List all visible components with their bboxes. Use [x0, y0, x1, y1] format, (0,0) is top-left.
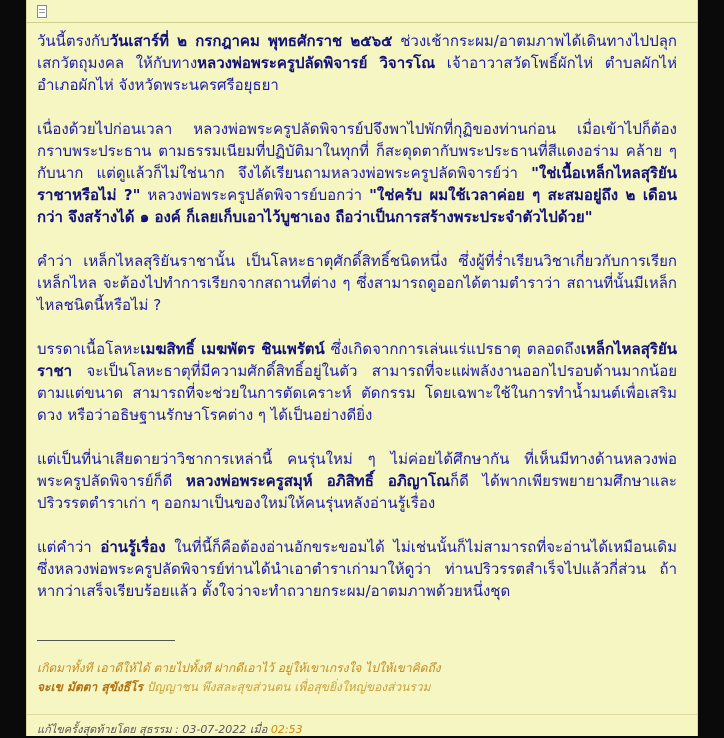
signature-name: จะเข มัตตา สุขังธีโร — [37, 680, 143, 694]
signature-divider — [37, 640, 175, 641]
monk-name-highlight-2: หลวงพ่อพระครูสมุห์ อภิสิทธิ์ อภิญาโณ — [185, 472, 450, 490]
paragraph-6: แต่คำว่า อ่านรู้เรื่อง ในที่นี้ก็คือต้องอ่านอักขระขอมได้ ไม่เช่นนั้นก็ไม่สามารถที่จะอ่านได้เหมือนเดิม ซึ่งหลวงพ่อพระครูปลัดพิจารย์ท่านได้นำเอาตำราเก่ามาให้ดูว่า ท่านปริวรรตสำเร็จไปแล้วกี่ส่วน ถ้าหากว่าเสร็จเรียบร้อยแล้ว ตั้งใจว่าจะทำถวายกระผม/อาตมภาพด้วยหนึ่งชุด — [37, 538, 678, 600]
metal-names-highlight: เมฆสิทธิ์ เมฆพัตร ชินเพรัตน์ — [140, 340, 325, 358]
iron-name-highlight: เหล็กไหลสุริยันราชา — [37, 340, 677, 380]
date-highlight: วันเสาร์ที่ ๒ กรกฎาคม พุทธศักราช ๒๕๖๕ — [109, 32, 393, 50]
paragraph-3: คำว่า เหล็กไหลสุริยันราชานั้น เป็นโลหะธาตุศักดิ์สิทธิ์ชนิดหนึ่ง ซึ่งผู้ที่ร่ำเรียนวิชาเกี่ยวกับการเรียกเหล็กไหล จะต้องไปทำการเรียกจากสถานที่ต่าง ๆ ซึ่งสามารถดูออกได้ตามตำราว่า สถานที่นั้นมีเหล็กไหลชนิดนี้หรือไม่ ? — [37, 252, 677, 314]
question-quote: "ใช่เนื้อเหล็กไหลสุริยันราชาหรือไม่ ?" — [37, 164, 677, 204]
paragraph-2: เนื่องด้วยไปก่อนเวลา หลวงพ่อพระครูปลัดพิจารย์ปจึงพาไปพักที่กุฏิของท่านก่อน เมื่อเข้าไปก็ต้องกราบพระประธาน ตามธรรมเนียมที่ปฏิบัติมาในทุกที่ ก็สะดุดตากับพระประธานที่สีแดงอร่าม คล้าย ๆ กับนาก แต่ดูแล้วก็ไม่ใช่นาก จึงได้เรียนถามหลวงพ่อพระครูปลัดพิจารย์ว่า "ใช่เนื้อเหล็กไหลสุริยันราชาหรือไม่ ?" หลวงพ่อพระครูปลัดพิจารย์บอกว่า "ใช่ครับ ผมใช้เวลาค่อย ๆ สะสมอยู่ถึง ๒ เดือนกว่า จึงสร้างได้ ๑ องค์ ก็เลยเก็บเอาไว้บูชาเอง ถือว่าเป็นการสร้างพระประจำตัวไปด้วย" — [37, 120, 677, 226]
post-container — [26, 0, 698, 736]
paragraph-1: วันนี้ตรงกับวันเสาร์ที่ ๒ กรกฎาคม พุทธศักราช ๒๕๖๕ ช่วงเช้ากระผม/อาตมภาพได้เดินทางไปปลุกเสกวัตถุมงคล ให้กับทางหลวงพ่อพระครูปลัดพิจารย์ วิจารโณ เจ้าอาวาสวัดโพธิ์ผักไห่ ตำบลผักไห่ อำเภอผักไห่ จังหวัดพระนครศรีอยุธยา — [37, 32, 677, 94]
signature-line-2: จะเข มัตตา สุขังธีโร ปัญญาชน พึงสละสุขส่วนตน เพื่อสุขยิ่งใหญ่ของส่วนรวม — [37, 680, 431, 694]
signature — [37, 659, 677, 697]
paragraph-4: บรรดาเนื้อโลหะเมฆสิทธิ์ เมฆพัตร ชินเพรัตน์ ซึ่งเกิดจากการเล่นแร่แปรธาตุ ตลอดถึงเหล็กไหลสุริยันราชา จะเป็นโลหะธาตุที่มีความศักดิ์สิทธิ์อยู่ในตัว สามารถที่จะแผ่พลังงานออกไปรอบด้านมากน้อยตามแต่ขนาด สามารถที่จะช่วยในการตัดเคราะห์ ตัดกรรม โดยเฉพาะใช้ในการทำน้ำมนต์เพื่อเสริมดวง หรือว่าอธิษฐานรักษาโรคต่าง ๆ ได้เป็นอย่างดียิ่ง — [37, 340, 677, 424]
answer-quote: "ใช่ครับ ผมใช้เวลาค่อย ๆ สะสมอยู่ถึง ๒ เดือนกว่า จึงสร้างได้ ๑ องค์ ก็เลยเก็บเอาไว้บูชาเอง ถือว่าเป็นการสร้างพระประจำตัวไปด้วย" — [37, 186, 677, 226]
monk-name-highlight: หลวงพ่อพระครูปลัดพิจารย์ วิจารโณ — [197, 54, 436, 72]
paragraph-5: แต่เป็นที่น่าเสียดายว่าวิชาการเหล่านี้ คนรุ่นใหม่ ๆ ไม่ค่อยได้ศึกษากัน ที่เห็นมีทางด้านหลวงพ่อพระครูปลัดพิจารย์ก็ดี หลวงพ่อพระครูสมุห์ อภิสิทธิ์ อภิญาโณก็ดี ได้พากเพียรพยายามศึกษาและปริวรรตตำราเก่า ๆ ออกมาเป็นของใหม่ให้คนรุ่นหลังอ่านรู้เรื่อง — [37, 450, 677, 512]
last-edited-note: แก้ไขครั้งสุดท้ายโดย สุธรรม : 03-07-2022 เมื่อ 02:53 — [37, 723, 303, 736]
post-body — [37, 30, 677, 624]
edit-time: 02:53 — [270, 723, 303, 736]
document-icon — [37, 5, 47, 18]
edit-divider — [27, 714, 697, 715]
signature-line-1: เกิดมาทั้งที เอาดีให้ได้ ตายไปทั้งที ฝากดีเอาไว้ อยู่ให้เขาเกรงใจ ไปให้เขาคิดถึง — [37, 661, 441, 675]
readable-highlight: อ่านรู้เรื่อง — [100, 538, 166, 556]
post-header-bar — [27, 0, 697, 23]
